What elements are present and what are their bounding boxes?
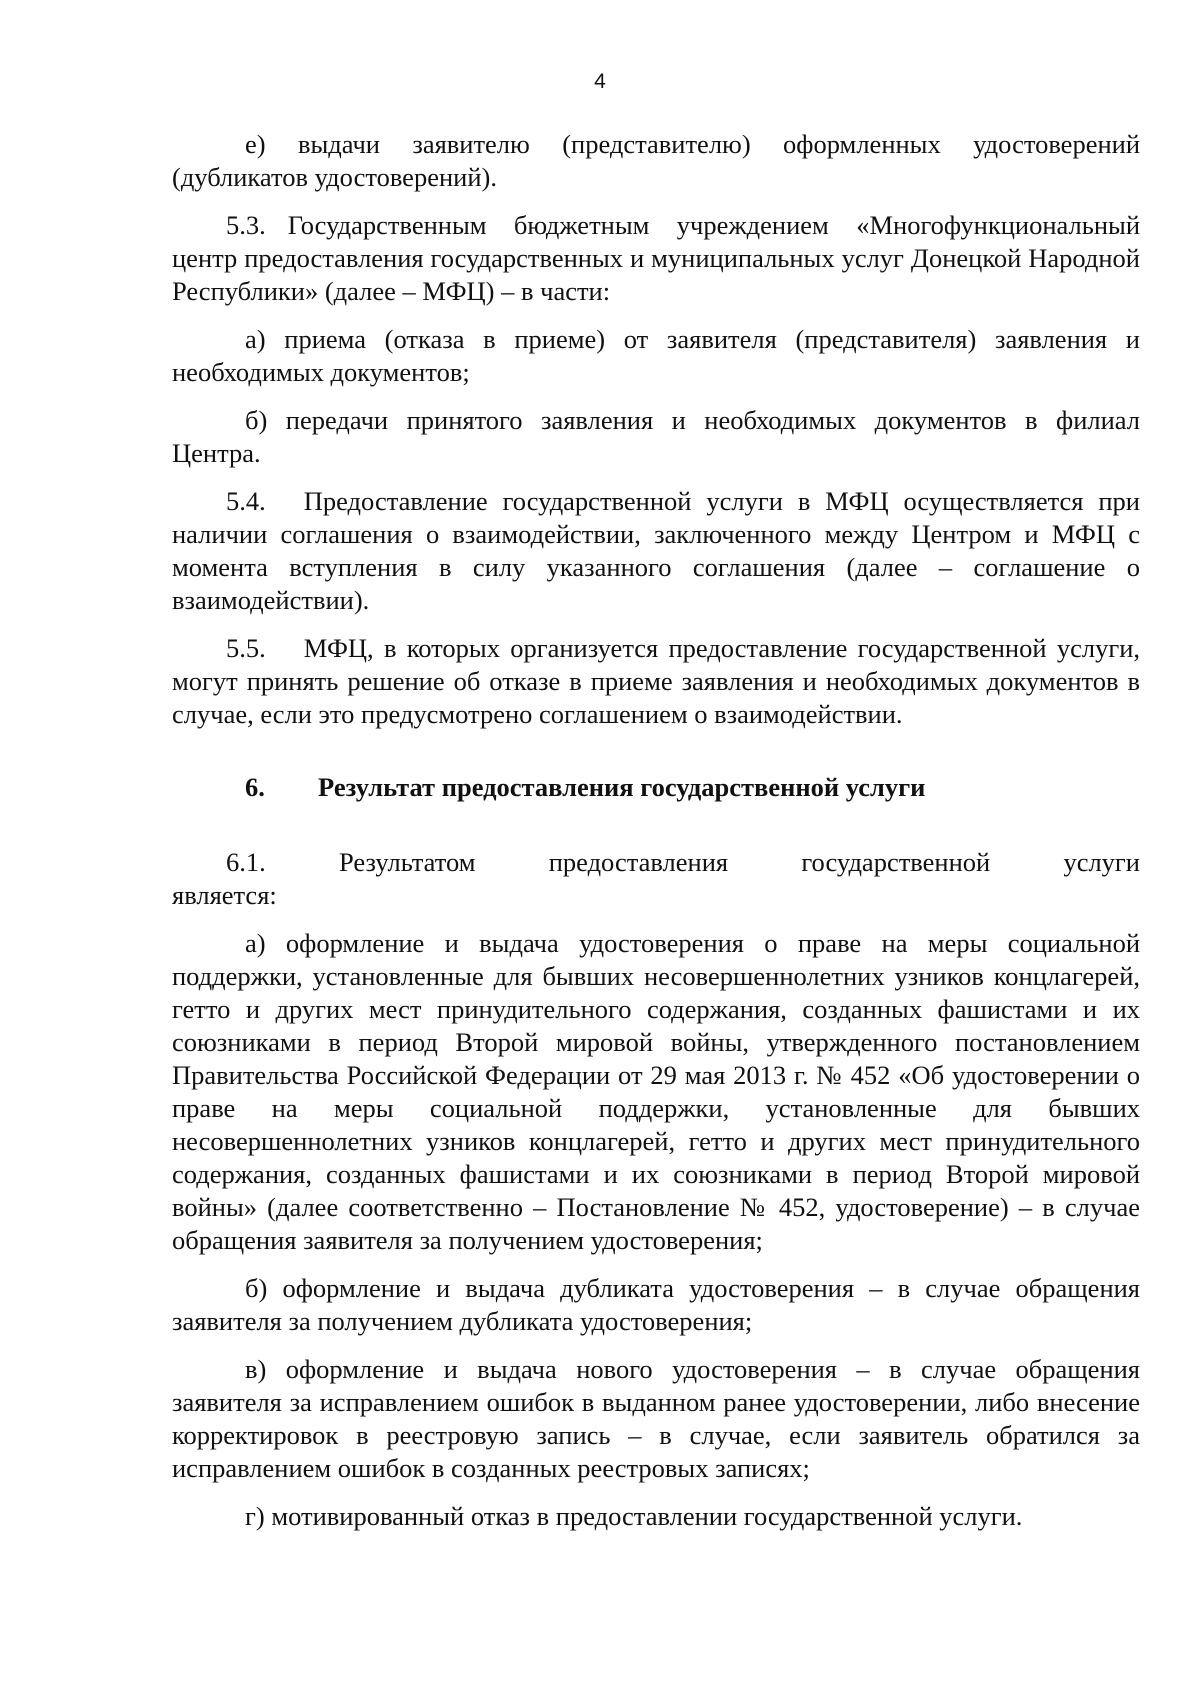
paragraph-text: Государственным бюджетным учреждением «Многофункциональный центр предоставления государственных и муниципальных услуг Донецкой Народной Республики» (далее – МФЦ) – в части:	[172, 210, 1140, 306]
paragraph-text: МФЦ, в которых организуется предоставление государственной услуги, могут принять решение об отказе в приеме заявления и необходимых документов в случае, если это предусмотрено соглашением о взаимодействии.	[172, 633, 1140, 729]
paragraph-5-5	[172, 632, 1140, 731]
paragraph-6-1-line-2: является:	[172, 880, 277, 910]
paragraph-5-3-b: б) передачи принятого заявления и необходимых документов в филиал Центра.	[172, 405, 1140, 468]
document-body	[172, 128, 1140, 1548]
paragraph-text: Предоставление государственной услуги в МФЦ осуществляется при наличии соглашения о взаимодействии, заключенного между Центром и МФЦ с момента вступления в силу указанного соглашения (далее – соглашение о взаимодействии).	[172, 486, 1140, 615]
section-title: Результат предоставления государственной услуги	[318, 772, 926, 802]
paragraph-6-1-a: а) оформление и выдача удостоверения о праве на меры социальной поддержки, установленные для бывших несовершеннолетних узников концлагерей, гетто и других мест принудительного содержания, созданных фашистами и их союзниками в период Второй мировой войны, утвержденного постановлением Правительства Российской Федерации от 29 мая 2013 г. № 452 «Об удостоверении о праве на меры социальной поддержки, установленные для бывших несовершеннолетних узников концлагерей, гетто и других мест принудительного содержания, созданных фашистами и их союзниками в период Второй мировой войны» (далее соответственно – Постановление № 452, удостоверение) – в случае обращения заявителя за получением удостоверения;	[172, 928, 1140, 1255]
paragraph-5-2-e: е) выдачи заявителю (представителю) оформленных удостоверений (дубликатов удостоверений).	[172, 129, 1140, 192]
paragraph-6-1-g: г) мотивированный отказ в предоставлении государственной услуги.	[245, 1501, 1023, 1531]
paragraph-6-1-line-1: 6.1. Результатом предоставления государственной услуги	[226, 847, 1140, 877]
section-number: 6.	[245, 772, 265, 802]
paragraph-5-3	[172, 209, 1140, 308]
paragraph-number: 5.3.	[226, 210, 266, 240]
paragraph-6-1-v: в) оформление и выдача нового удостоверения – в случае обращения заявителя за исправлением ошибок в выданном ранее удостоверении, либо внесение корректировок в реестровую запись – в случае, если заявитель обратился за исправлением ошибок в созданных реестровых записях;	[172, 1354, 1140, 1483]
paragraph-5-4	[172, 485, 1140, 617]
paragraph-number: 5.4.	[226, 486, 266, 516]
paragraph-number: 5.5.	[226, 633, 266, 663]
paragraph-6-1-b: б) оформление и выдача дубликата удостоверения – в случае обращения заявителя за получением дубликата удостоверения;	[172, 1273, 1140, 1336]
page-number: 4	[594, 70, 606, 93]
section-heading	[172, 771, 1140, 804]
paragraph-5-3-a: а) приема (отказа в приеме) от заявителя (представителя) заявления и необходимых документов;	[172, 324, 1140, 387]
